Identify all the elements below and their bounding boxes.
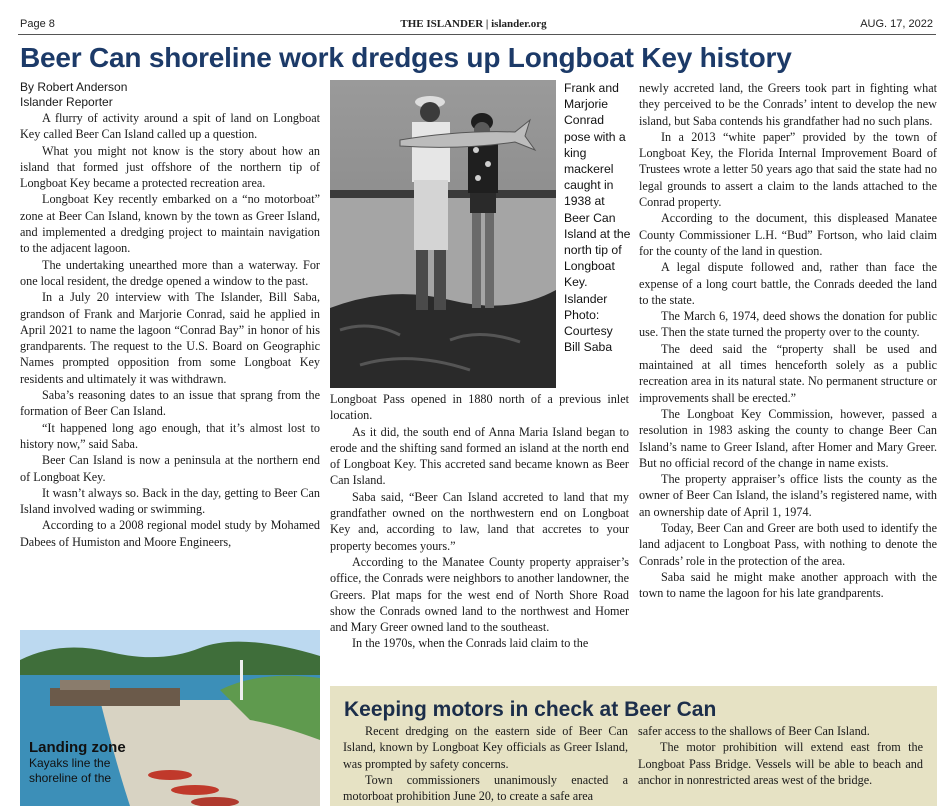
paragraph: newly accreted land, the Greers took part in fighting what they perceived to be the Conrads’ intent to develop the new island, but Saba contends his grandfather had no such plans. <box>639 81 937 128</box>
paragraph: What you might not know is the story about how an island that formed just offshore of the northern tip of Longboat Key became a protected recreation area. <box>20 143 320 191</box>
sidebar-title: Keeping motors in check at Beer Can <box>344 698 717 721</box>
article-column-3 <box>639 80 937 602</box>
paragraph: In a July 20 interview with The Islander, Bill Saba, grandson of Frank and Marjorie Conrad, said he applied in April 2021 to name the lagoon “Conrad Bay” in honor of his grandparents. The request to the U.S. Board on Geographic Names prompted opposition from some Longboat Key residents and ultimately it was withdrawn. <box>20 290 320 386</box>
headline: Beer Can shoreline work dredges up Longboat Key history <box>20 42 792 73</box>
paragraph: Today, Beer Can and Greer are both used to identify the land adjacent to Longboat Pass, with nothing to denote the Conrads’ role in the protection of the area. <box>639 521 937 568</box>
paragraph: A flurry of activity around a spit of land on Longboat Key called Beer Can Island called up a question. <box>20 111 320 142</box>
paragraph: Longboat Pass opened in 1880 north of a previous inlet location. <box>330 392 629 423</box>
sidebar-column-2 <box>638 723 923 788</box>
landing-zone-title: Landing zone <box>29 739 126 756</box>
article-column-2 <box>330 391 629 652</box>
paragraph: According to a 2008 regional model study by Mohamed Dabees of Humiston and Moore Engineers, <box>20 518 320 549</box>
paragraph: Saba said, “Beer Can Island accreted to land that my grandfather owned on the northwestern end on Longboat Key and, according to law, land that accretes to your property becomes yours.” <box>330 489 629 553</box>
paragraph: The March 6, 1974, deed shows the donation for public use. Then the state turned the property over to the county. <box>639 309 937 340</box>
paragraph: safer access to the shallows of Beer Can Island. <box>638 724 870 738</box>
paragraph: As it did, the south end of Anna Maria Island began to erode and the shifting sand formed an island at the north end of Longboat Key. This accreted sand became known as Beer Can Island. <box>330 424 629 488</box>
paragraph: It wasn’t always so. Back in the day, getting to Beer Can Island involved wading or swimming. <box>20 485 320 517</box>
paragraph: Longboat Key recently embarked on a “no motorboat” zone at Beer Can Island, known by the town as Greer Island, and implemented a dredging project to maintain navigation to the adjacent lagoon. <box>20 192 320 256</box>
sidebar-column-1 <box>343 723 628 804</box>
byline <box>20 80 320 110</box>
paragraph: The deed said the “property shall be used and maintained at all times henceforth solely as a public recreation area in its natural state. No permanent structure or improvements shall be erected.” <box>639 341 937 405</box>
paragraph: In a 2013 “white paper” provided by the town of Longboat Key, the Florida Internal Improvement Board of Trustees wrote a letter 50 years ago that said the state had no legal grounds to assert a claim to the lands attached to the Conrad property. <box>639 129 937 210</box>
paragraph: Recent dredging on the eastern side of Beer Can Island, known by Longboat Key officials as Greer Island, was prompted by safety concerns. <box>343 724 628 771</box>
page-number: Page 8 <box>20 18 55 30</box>
byline-role: Islander Reporter <box>20 95 113 109</box>
paragraph: A legal dispute followed and, rather than face the expense of a long court battle, the Conrads deeded the land to the state. <box>639 260 937 307</box>
historic-photo <box>330 80 556 388</box>
paragraph: According to the Manatee County property appraiser’s office, the Conrads were neighbors to another landowner, the Greers. Plat maps for the west end of North Shore Road show the Conrads owned land to the northwest and Homer and Mary Greer owned land to the southeast. <box>330 554 629 635</box>
landing-zone-caption <box>29 740 139 786</box>
paragraph: In the 1970s, when the Conrads laid claim to the <box>352 636 589 651</box>
landing-zone-caption-text: Kayaks line the shoreline of the <box>29 756 112 785</box>
paragraph: Beer Can Island is now a peninsula at the northern end of Longboat Key. <box>20 453 320 484</box>
paragraph: The Longboat Key Commission, however, passed a resolution in 1983 asking the county to change Beer Can Island’s name to Greer Island, after Homer and Mary Greer. But no official record of the change in name exists. <box>639 406 937 470</box>
article-column-1 <box>20 80 320 550</box>
paragraph: The property appraiser’s office lists the county as the owner of Beer Can Island, the island’s registered name, with an ownership date of April 1, 1974. <box>639 472 937 519</box>
paragraph: The motor prohibition will extend east from the Longboat Pass Bridge. Vessels will be able to beach and anchor in nonrestricted areas west of the bridge. <box>638 740 923 787</box>
issue-date: AUG. 17, 2022 <box>860 18 933 30</box>
publication-name: THE ISLANDER | islander.org <box>400 18 547 30</box>
paragraph: Saba’s reasoning dates to an issue that sprang from the formation of Beer Can Island. <box>20 388 320 419</box>
header-divider <box>18 34 936 35</box>
sidebar-box <box>330 686 937 806</box>
byline-author: By Robert Anderson <box>20 80 128 94</box>
paragraph: Saba said he might make another approach with the town to name the lagoon for his late grandparents. <box>639 569 937 601</box>
paragraph: “It happened long ago enough, that it’s almost lost to history now,” said Saba. <box>20 420 320 451</box>
paragraph: The undertaking unearthed more than a waterway. For one local resident, the dredge opened a window to the past. <box>20 257 320 288</box>
paragraph: According to the document, this displeased Manatee County Commissioner L.H. “Bud” Fortson, who laid claim for the county of the land in question. <box>639 211 937 258</box>
paragraph: Town commissioners unanimously enacted a motorboat prohibition June 20, to create a safe area <box>343 772 628 804</box>
photo-caption: Frank and Marjorie Conrad pose with a king mackerel caught in 1938 at Beer Can Island at the north tip of Longboat Key. Islander Photo: Courtesy Bill Saba <box>564 81 631 355</box>
historic-photo-illustration <box>330 80 556 388</box>
